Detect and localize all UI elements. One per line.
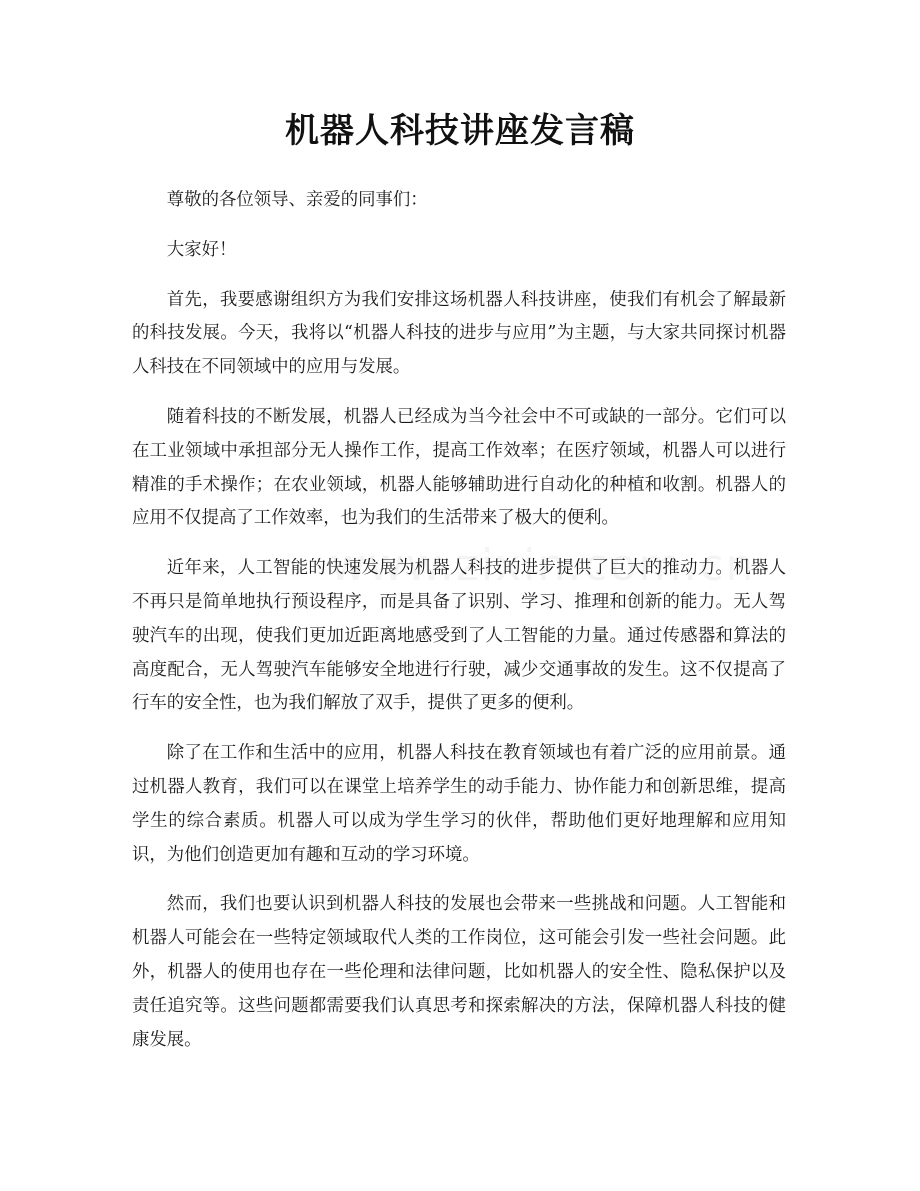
greeting: 大家好！ [166,239,237,260]
document-title: 机器人科技讲座发言稿 [285,111,635,151]
paragraph-challenges: 然而，我们也要认识到机器人科技的发展也会带来一些挑战和问题。人工智能和机器人可能会在一些特定领域取代人类的工作岗位，这可能会引发一些社会问题。此外，机器人的使用也存在一些伦理和法律问题，比如机器人的安全性、隐私保护以及责任追究等。这些问题都需要我们认真思考和探索解决的方法，保障机器人科技的健康发展。 [132,894,786,1050]
document-body [132,184,786,1073]
paragraph-education: 除了在工作和生活中的应用，机器人科技在教育领域也有着广泛的应用前景。通过机器人教育，我们可以在课堂上培养学生的动手能力、协作能力和创新思维，提高学生的综合素质。机器人可以成为学生学习的伙伴，帮助他们更好地理解和应用知识，为他们创造更加有趣和互动的学习环境。 [132,743,786,865]
paragraph-ai: 近年来，人工智能的快速发展为机器人科技的进步提供了巨大的推动力。机器人不再只是简单地执行预设程序，而是具备了识别、学习、推理和创新的能力。无人驾驶汽车的出现，使我们更加近距离地感受到了人工智能的力量。通过传感器和算法的高度配合，无人驾驶汽车能够安全地进行行驶，减少交通事故的发生。这不仅提高了行车的安全性，也为我们解放了双手，提供了更多的便利。 [132,558,786,714]
paragraph-intro: 首先，我要感谢组织方为我们安排这场机器人科技讲座，使我们有机会了解最新的科技发展。今天，我将以“机器人科技的进步与应用”为主题，与大家共同探讨机器人科技在不同领域中的应用与发展。 [132,289,786,378]
salutation: 尊敬的各位领导、亲爱的同事们： [166,190,428,210]
paragraph-applications: 随着科技的不断发展，机器人已经成为当今社会中不可或缺的一部分。它们可以在工业领域中承担部分无人操作工作，提高工作效率；在医疗领域，机器人可以进行精准的手术操作；在农业领域，机器人能够辅助进行自动化的种植和收割。机器人的应用不仅提高了工作效率，也为我们的生活带来了极大的便利。 [132,406,786,529]
